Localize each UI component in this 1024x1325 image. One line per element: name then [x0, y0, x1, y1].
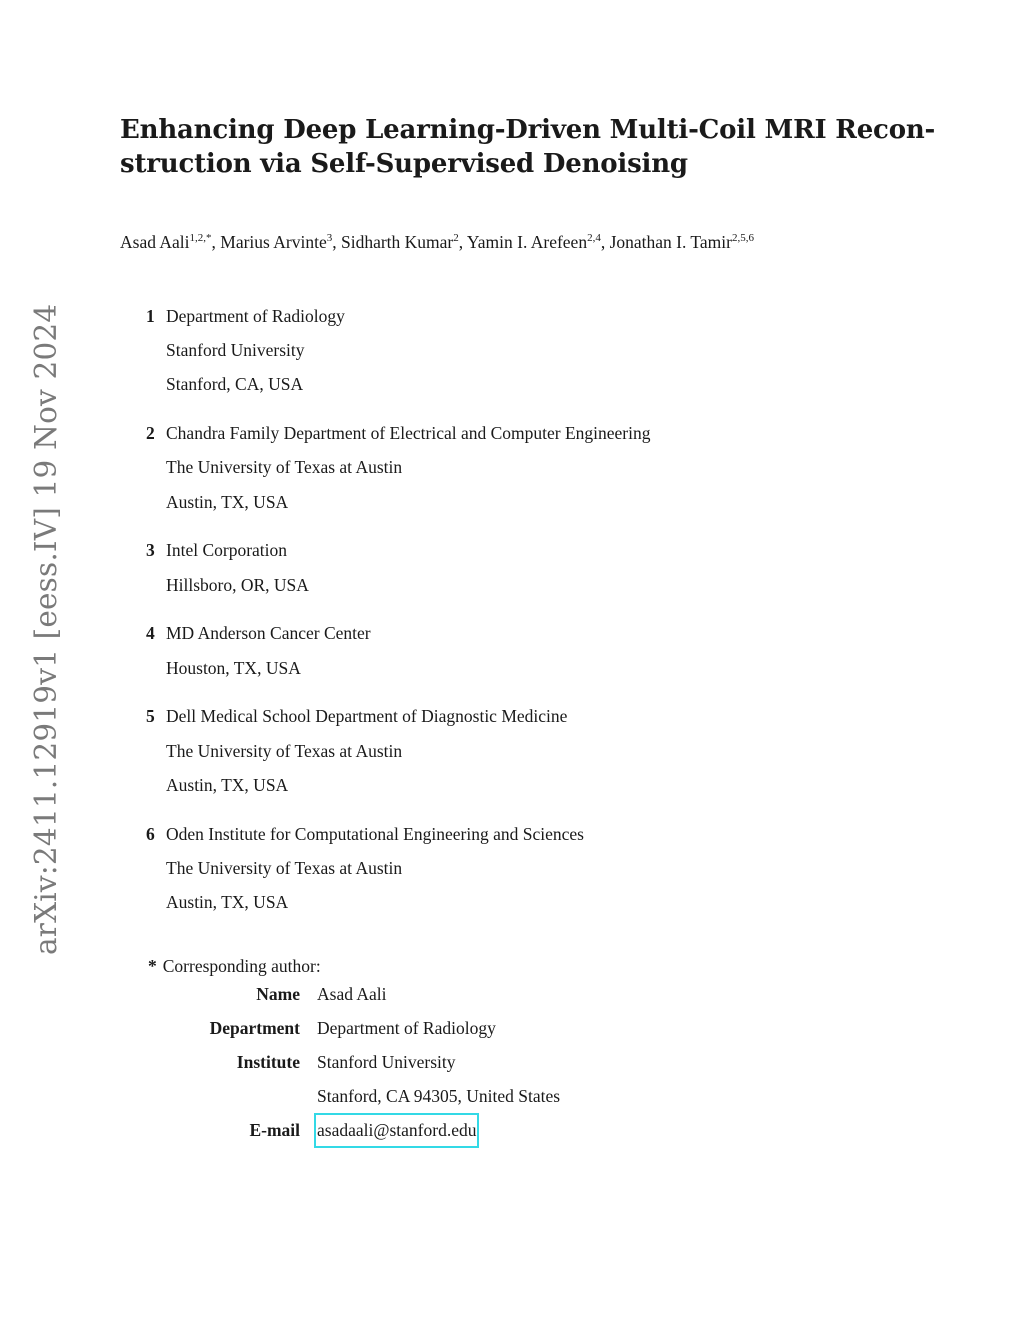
author-affiliation-marks: 2	[453, 232, 459, 244]
paper-title	[120, 113, 936, 181]
contact-value: Stanford, CA 94305, United States	[317, 1086, 561, 1106]
contact-value: Asad Aali	[317, 984, 387, 1004]
affiliation-4	[146, 616, 651, 684]
arxiv-stamp: arXiv:2411.12919v1 [eess.IV] 19 Nov 2024	[29, 303, 63, 955]
contact-value: Department of Radiology	[317, 1018, 496, 1038]
affiliation-line: Department of Radiology	[166, 306, 345, 326]
contact-label: Name	[256, 984, 300, 1004]
author-name: Yamin I. Arefeen	[466, 232, 588, 252]
author	[120, 232, 212, 252]
author-list: Asad Aali$^{1,2,*}$, Marius Arvinte$^3$, Sidharth Kumar$^2$, Yamin I. Arefeen$^{2,4}$, Jonathan I. Tamir$^{2,5,6}$	[120, 232, 754, 252]
author	[220, 232, 332, 252]
email-link[interactable]: asadaali@stanford.edu	[314, 1113, 479, 1148]
affiliation-number: 1	[146, 306, 155, 326]
affiliation-line: The University of Texas at Austin	[166, 457, 403, 478]
affiliation-line: Austin, TX, USA	[166, 774, 289, 795]
author	[467, 232, 601, 252]
affiliation-line: MD Anderson Cancer Center	[166, 623, 371, 644]
affiliation-line: Dell Medical School Department of Diagnostic Medicine	[166, 706, 568, 727]
contact-label: E-mail	[249, 1120, 300, 1140]
affiliation-line: Austin, TX, USA	[166, 892, 289, 913]
contact-value: Stanford University	[317, 1052, 456, 1072]
affiliation-line: Austin, TX, USA	[166, 491, 289, 512]
author	[341, 232, 459, 252]
affiliation-number: 4	[146, 623, 155, 644]
affiliation-line: Hillsboro, OR, USA	[166, 574, 309, 595]
affiliation-number: 5	[146, 706, 155, 727]
affiliation-line: The University of Texas at Austin	[166, 857, 403, 878]
corresponding-star: *	[148, 956, 157, 976]
author-name: Asad Aali	[120, 232, 190, 252]
author-name: Jonathan I. Tamir	[609, 232, 732, 252]
corresponding-label: Corresponding author:	[162, 956, 321, 976]
affiliation-line: Stanford University	[166, 340, 305, 361]
affiliation-3	[146, 533, 651, 601]
affiliation-2	[146, 416, 651, 519]
affiliation-6	[146, 817, 651, 920]
author-affiliation-marks: 3	[326, 232, 333, 244]
author-name: Marius Arvinte	[220, 232, 327, 252]
affiliation-number: 2	[146, 423, 155, 444]
title-line-2: struction via Self-Supervised Denoising	[120, 149, 688, 179]
affiliation-1	[146, 299, 651, 402]
affiliation-line: Intel Corporation	[166, 540, 288, 561]
contact-value	[317, 1118, 479, 1148]
title-line-1: Enhancing Deep Learning-Driven Multi-Coil MRI Recon-	[120, 115, 936, 145]
affiliation-line: Chandra Family Department of Electrical and Computer Engineering	[166, 423, 651, 444]
author-affiliation-marks: 1,2,*	[189, 232, 212, 244]
author-affiliation-marks: 2,4	[587, 232, 601, 244]
author	[610, 232, 754, 252]
affiliation-5	[146, 699, 651, 802]
contact-label: Department	[209, 1018, 300, 1038]
affiliation-line: Stanford, CA, USA	[166, 374, 304, 395]
author-affiliation-marks: 2,5,6	[731, 232, 754, 244]
author-name: Sidharth Kumar	[340, 232, 454, 252]
affiliation-line: The University of Texas at Austin	[166, 740, 403, 761]
affiliation-line: Houston, TX, USA	[166, 657, 301, 678]
affiliation-line: Oden Institute for Computational Engineering and Sciences	[166, 823, 584, 844]
contact-label: Institute	[236, 1052, 300, 1072]
affiliation-number: 3	[146, 540, 155, 561]
affiliation-list	[146, 299, 651, 934]
affiliation-number: 6	[146, 823, 155, 844]
corresponding-heading	[148, 954, 321, 978]
